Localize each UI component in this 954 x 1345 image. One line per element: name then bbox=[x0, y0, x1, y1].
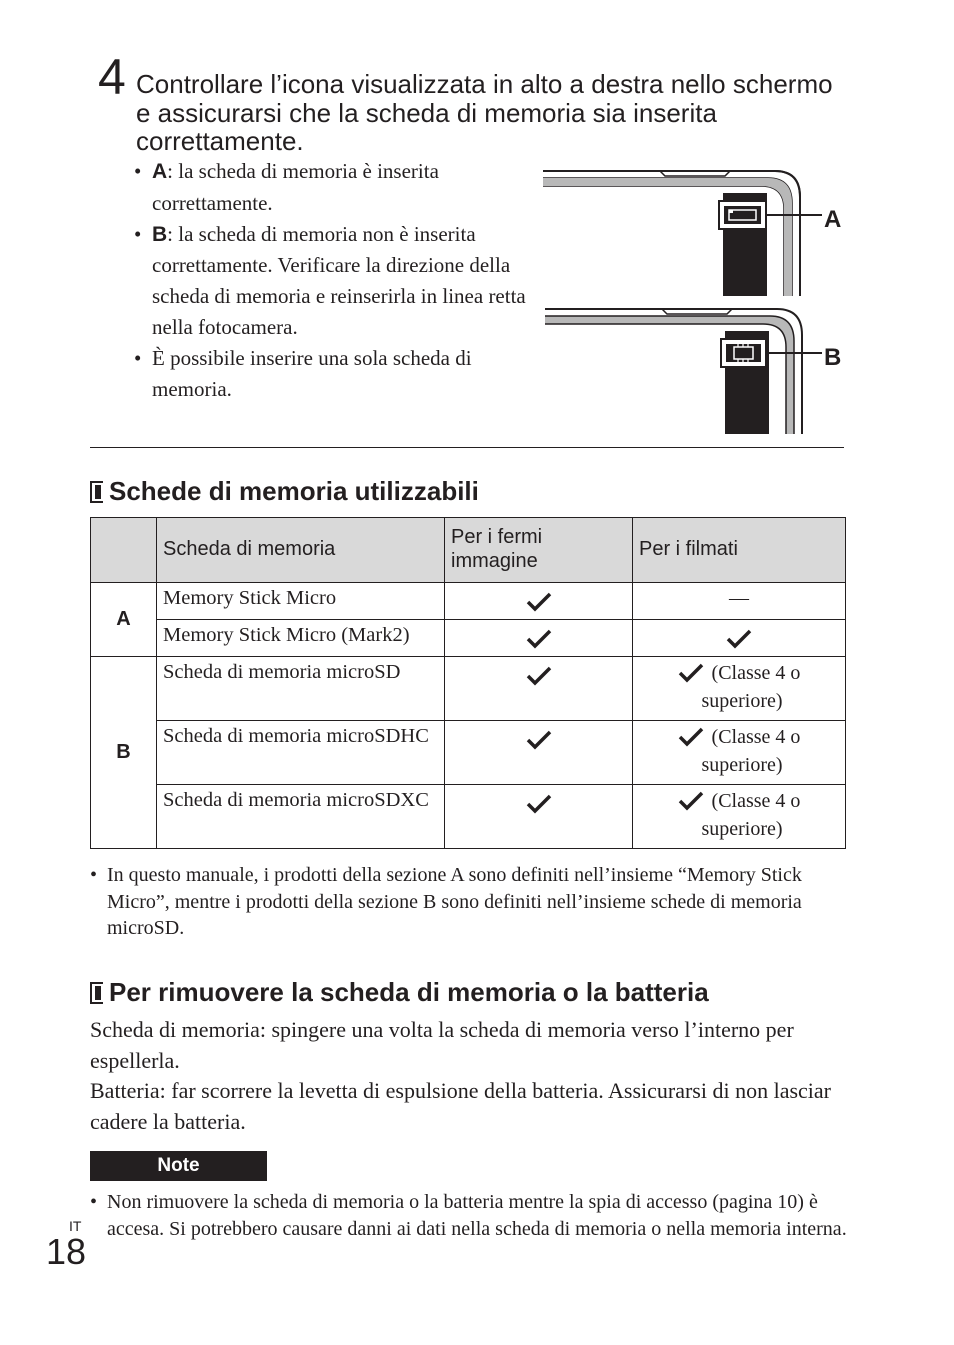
table-footnote: • In questo manuale, i prodotti della sezione A sono definiti nell’insieme “Memory Stick Micro”, mentre i prodotti della sezione B sono definiti nell’insieme schede di memoria microSD. bbox=[90, 862, 850, 942]
table-cell-still bbox=[445, 583, 633, 620]
bullet-b-key: B bbox=[152, 222, 168, 246]
table-cell-movie bbox=[633, 620, 846, 657]
section-divider bbox=[90, 447, 844, 448]
section-marker-icon bbox=[90, 481, 103, 503]
table-cell-movie bbox=[633, 721, 846, 785]
table-cell-card-name: Scheda di memoria microSDHC bbox=[157, 721, 445, 785]
note-text: • Non rimuovere la scheda di memoria o la batteria mentre la spia di accesso (pagina 10) è accesa. Si potrebbero causare danni ai dati nella scheda di memoria o nella memoria interna. bbox=[90, 1189, 850, 1243]
movie-class-note-cont: superiore) bbox=[701, 690, 783, 712]
illustration-a bbox=[543, 171, 841, 296]
table-cell-movie bbox=[633, 583, 846, 620]
table-cell-still bbox=[445, 785, 633, 849]
page-number: 18 bbox=[46, 1231, 87, 1272]
section-marker-icon bbox=[90, 982, 103, 1004]
check-icon bbox=[526, 729, 552, 751]
table-cell-still bbox=[445, 620, 633, 657]
table-cell-card-name: Scheda di memoria microSDXC bbox=[157, 785, 445, 849]
illustration-b bbox=[545, 309, 841, 434]
check-icon bbox=[678, 726, 704, 748]
table-cell-movie bbox=[633, 657, 846, 721]
screen-corner-illustration bbox=[540, 165, 850, 440]
note-label: Note bbox=[90, 1151, 267, 1181]
removal-instructions bbox=[90, 1015, 850, 1137]
bullet-single-card-text: È possibile inserire una sola scheda di memoria. bbox=[152, 345, 472, 401]
not-supported-dash: — bbox=[729, 587, 749, 609]
movie-class-note: (Classe 4 o bbox=[711, 790, 801, 812]
table-header-row bbox=[91, 518, 846, 583]
table-row bbox=[91, 620, 846, 657]
section-title-removal bbox=[90, 977, 709, 1008]
table-cell-card-name: Memory Stick Micro (Mark2) bbox=[157, 620, 445, 657]
check-icon bbox=[526, 591, 552, 613]
table-group-a: A bbox=[91, 583, 157, 657]
removal-battery-paragraph: Batteria: far scorrere la levetta di espulsione della batteria. Assicurarsi di non lasciar cadere la batteria. bbox=[90, 1078, 831, 1134]
memory-card-table bbox=[90, 517, 846, 849]
table-header-still: Per i fermi immagine bbox=[445, 518, 633, 583]
section-title-removal-text: Per rimuovere la scheda di memoria o la batteria bbox=[109, 977, 709, 1007]
section-title-usable-cards-text: Schede di memoria utilizzabili bbox=[109, 476, 479, 506]
check-icon bbox=[678, 790, 704, 812]
movie-class-note: (Classe 4 o bbox=[711, 726, 801, 748]
table-cell-card-name: Scheda di memoria microSD bbox=[157, 657, 445, 721]
table-cell-card-name: Memory Stick Micro bbox=[157, 583, 445, 620]
table-cell-movie bbox=[633, 785, 846, 849]
removal-card-paragraph: Scheda di memoria: spingere una volta la scheda di memoria verso l’interno per espellerla. bbox=[90, 1017, 794, 1073]
check-icon bbox=[526, 628, 552, 650]
table-header-group bbox=[91, 518, 157, 583]
bullet-single-card bbox=[134, 343, 534, 405]
section-title-usable-cards bbox=[90, 476, 479, 507]
movie-class-note: (Classe 4 o bbox=[711, 662, 801, 684]
table-cell-still bbox=[445, 721, 633, 785]
bullet-a bbox=[134, 156, 534, 219]
table-row bbox=[91, 721, 846, 785]
bullet-b-text: : la scheda di memoria non è inserita correttamente. Verificare la direzione della scheda di memoria e reinserirla in linea retta nella fotocamera. bbox=[152, 221, 526, 339]
bullet-a-text: : la scheda di memoria è inserita correttamente. bbox=[152, 159, 439, 215]
table-group-b: B bbox=[91, 657, 157, 849]
step-instruction: Controllare l’icona visualizzata in alto a destra nello schermo e assicurarsi che la scheda di memoria sia inserita correttamente. bbox=[136, 69, 833, 156]
table-cell-still bbox=[445, 657, 633, 721]
step-number: 4 bbox=[98, 49, 126, 105]
check-icon bbox=[526, 793, 552, 815]
page-language: IT bbox=[69, 1218, 82, 1234]
bullet-b bbox=[134, 219, 534, 343]
table-row bbox=[91, 785, 846, 849]
movie-class-note-cont: superiore) bbox=[701, 818, 783, 840]
illustration-label-b: B bbox=[824, 344, 842, 371]
table-header-card: Scheda di memoria bbox=[157, 518, 445, 583]
table-row bbox=[91, 583, 846, 620]
illustration-label-a: A bbox=[824, 206, 842, 233]
table-row bbox=[91, 657, 846, 721]
check-icon bbox=[526, 665, 552, 687]
check-icon bbox=[678, 662, 704, 684]
movie-class-note-cont: superiore) bbox=[701, 754, 783, 776]
table-header-movie: Per i filmati bbox=[633, 518, 846, 583]
check-icon bbox=[726, 628, 752, 650]
step-bullets bbox=[134, 156, 534, 404]
bullet-a-key: A bbox=[152, 160, 168, 183]
